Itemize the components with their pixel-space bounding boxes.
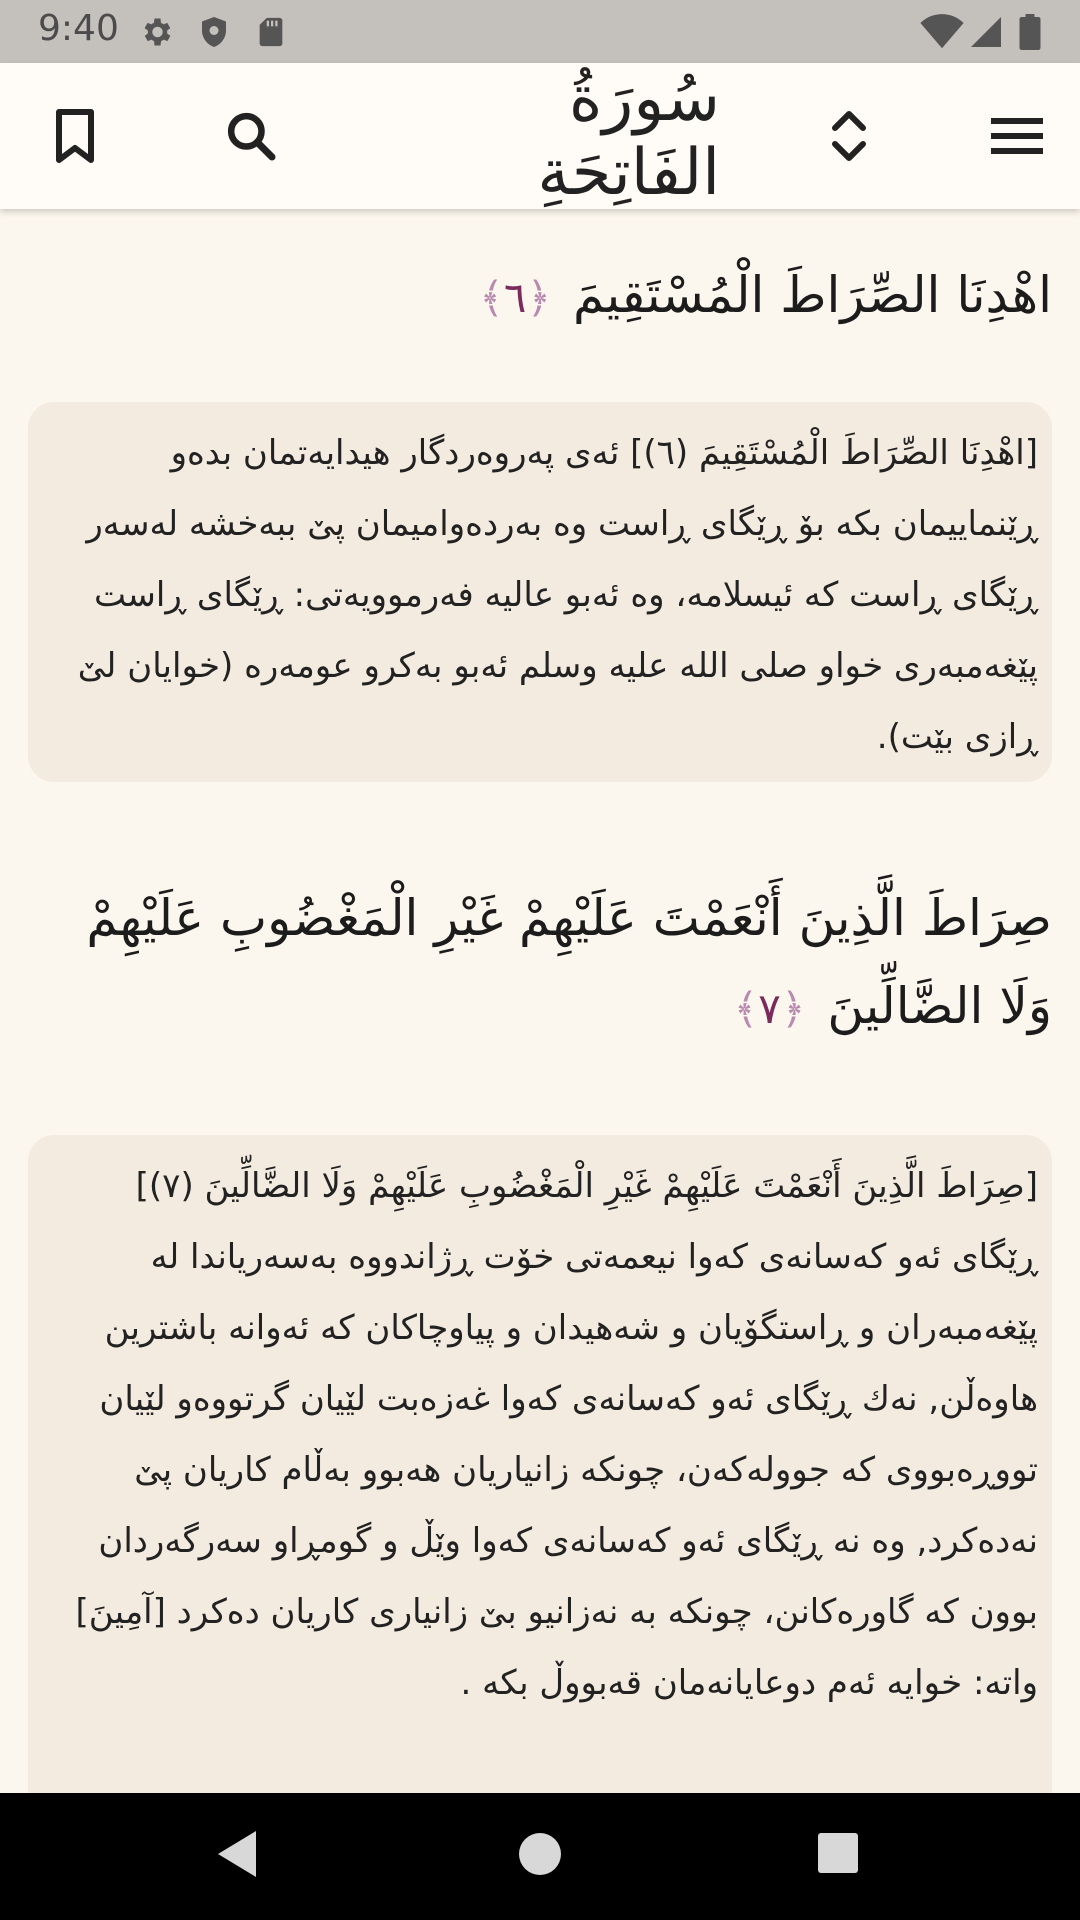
tafsir-text: [اهْدِنَا الصِّرَاطَ الْمُسْتَقِيمَ (٦)] ئەی پەروەردگار هیدایەتمان بدەو ڕێنماییمان بکە بۆ ڕێگای ڕاست وە بەردەوامیمان پێ ببەخشە لەسەر ڕێگای ڕاست کە ئیسلامە، وە ئەبو عالیە فەرموویەتی: ڕێگای ڕاست پێغەمبەری خواو صلى الله عليه وسلم ئەبو بەکرو عومەرە (خوایان لێ ڕازی بێت). xyxy=(77,433,1038,757)
recents-icon[interactable] xyxy=(818,1833,858,1877)
menu-icon[interactable] xyxy=(978,97,1056,175)
system-nav-bar xyxy=(0,1793,1080,1920)
verse-7[interactable] xyxy=(26,874,1052,1053)
tafsir-box-6 xyxy=(28,402,1052,782)
expand-collapse-icon[interactable] xyxy=(810,97,888,175)
verse-number-marker: ﴿٦﴾ xyxy=(479,273,552,322)
tafsir-box-7 xyxy=(28,1135,1052,1793)
home-icon[interactable] xyxy=(519,1833,561,1879)
sd-card-icon xyxy=(254,14,288,54)
status-time: 9:40 xyxy=(38,8,119,49)
verse-6[interactable] xyxy=(26,251,1052,342)
page-title: سُورَةُ الفَاتِحَةِ xyxy=(537,62,720,210)
back-icon[interactable] xyxy=(216,1829,260,1883)
shield-icon xyxy=(196,14,232,54)
verse-number-marker: ﴿٧﴾ xyxy=(733,984,806,1033)
verse-text: صِرَاطَ الَّذِينَ أَنْعَمْتَ عَلَيْهِمْ غَيْرِ الْمَغْضُوبِ عَلَيْهِمْ وَلَا الضَّالِّينَ xyxy=(86,889,1052,1035)
status-bar xyxy=(0,0,1080,63)
verse-number: ٦ xyxy=(503,273,527,322)
bookmark-icon[interactable] xyxy=(36,97,114,175)
search-icon[interactable] xyxy=(212,97,290,175)
verse-number: ٧ xyxy=(758,984,781,1033)
verse-list[interactable] xyxy=(0,209,1080,1793)
signal-icon xyxy=(968,14,1004,54)
battery-icon xyxy=(1018,14,1042,54)
tafsir-text: [صِرَاطَ الَّذِينَ أَنْعَمْتَ عَلَيْهِمْ غَيْرِ الْمَغْضُوبِ عَلَيْهِمْ وَلَا الضَّالِّينَ (٧)] ڕێگای ئەو کەسانەی کەوا نیعمەتی خۆت ڕژاندووە بەسەریاندا لە پێغەمبەران و ڕاستگۆیان و شەهیدان و پیاوچاکان کە ئەوانە باشترین هاوەڵن, نەك ڕێگای ئەو کەسانەی کەوا غەزەبت لێیان گرتووەو لێیان تووڕەبووی کە جوولەکەن، چونکە زانیاریان هەبوو بەڵام کاریان پێ نەدەکرد, وە نە ڕێگای ئەو کەسانەی کەوا وێڵ و گومڕاو سەرگەردان بوون کە گاورەکانن، چونکە بە نەزانیو بێ زانیاری کاریان دەکرد [آمِينَ] واتە: خوایە ئەم دوعایانەمان قەبووڵ بکە . xyxy=(75,1166,1038,1703)
gear-icon xyxy=(138,14,174,54)
wifi-icon xyxy=(920,14,964,54)
app-bar xyxy=(0,63,1080,209)
verse-text: اهْدِنَا الصِّرَاطَ الْمُسْتَقِيمَ xyxy=(572,266,1052,324)
